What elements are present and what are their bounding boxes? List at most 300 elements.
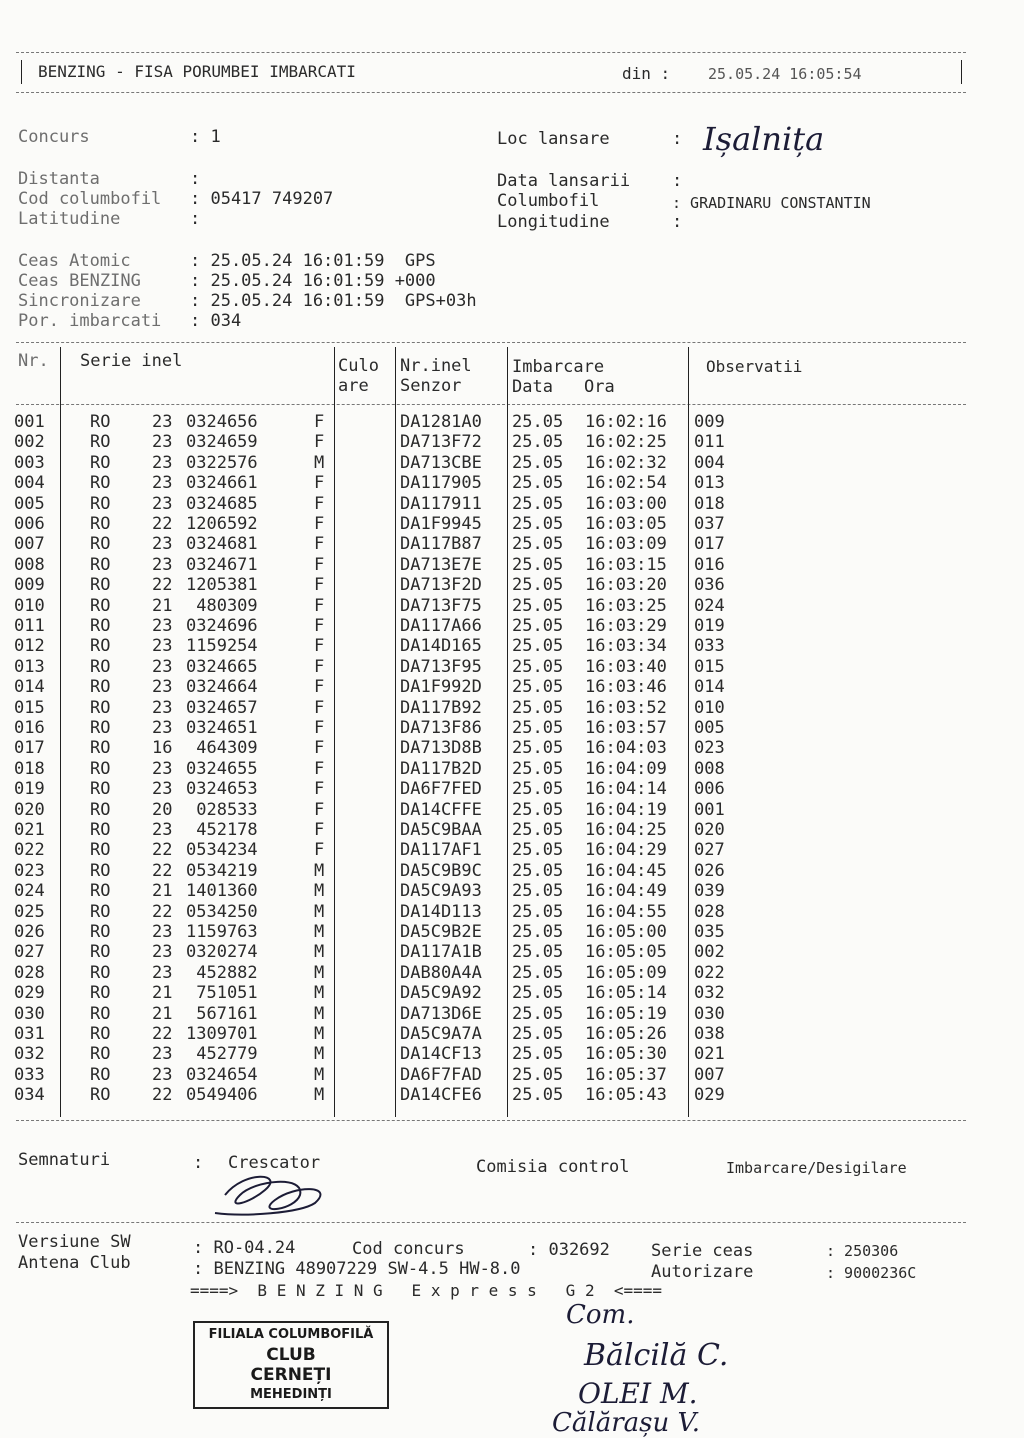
cell-observatii: 027 bbox=[694, 840, 725, 861]
cell-sex: F bbox=[314, 636, 325, 657]
table-row bbox=[0, 942, 1024, 962]
latitudine-value: : bbox=[190, 209, 201, 229]
cell-country: RO bbox=[90, 534, 111, 555]
col-header-serie-inel: Serie inel bbox=[80, 351, 183, 371]
cell-year: 23 bbox=[152, 779, 173, 800]
table-row bbox=[0, 534, 1024, 554]
table-row bbox=[0, 494, 1024, 514]
cell-observatii: 028 bbox=[694, 901, 725, 922]
cell-sensor: DA117A66 bbox=[400, 616, 482, 636]
cell-sensor: DA6F7FAD bbox=[400, 1064, 482, 1085]
autorizare-label: Autorizare bbox=[651, 1262, 754, 1282]
cell-sensor: DA14D165 bbox=[400, 636, 482, 657]
cell-observatii: 010 bbox=[694, 697, 725, 718]
table-row bbox=[0, 800, 1024, 820]
cell-sex: M bbox=[314, 1024, 325, 1044]
cell-ring: 0324654 bbox=[186, 1064, 258, 1085]
cell-country: RO bbox=[90, 942, 111, 963]
cell-observatii: 022 bbox=[694, 962, 725, 983]
distanta-value: : bbox=[190, 169, 201, 189]
cell-sex: M bbox=[314, 1064, 325, 1085]
cell-sensor: DA713F75 bbox=[400, 595, 482, 616]
cod-columbofil-label: Cod columbofil bbox=[18, 189, 162, 209]
cell-nr: 002 bbox=[14, 432, 45, 453]
cell-year: 22 bbox=[152, 1024, 173, 1044]
cell-observatii: 005 bbox=[694, 718, 725, 738]
cell-nr: 001 bbox=[14, 412, 45, 432]
table-row bbox=[0, 881, 1024, 901]
cell-country: RO bbox=[90, 493, 111, 514]
cell-sensor: DA117B87 bbox=[400, 534, 482, 555]
cell-sex: M bbox=[314, 983, 325, 1004]
cell-time: 16:04:55 bbox=[585, 901, 667, 922]
table-row bbox=[0, 657, 1024, 677]
cell-sensor: DA713D6E bbox=[400, 1003, 482, 1024]
cell-ring: 0534250 bbox=[186, 901, 258, 922]
cell-sex: F bbox=[314, 412, 325, 432]
table-row bbox=[0, 840, 1024, 860]
cell-date: 25.05 bbox=[512, 1064, 564, 1085]
columbofil-label: Columbofil bbox=[497, 191, 600, 211]
table-row bbox=[0, 820, 1024, 840]
cell-observatii: 033 bbox=[694, 636, 725, 657]
table-row bbox=[0, 596, 1024, 616]
cell-ring: 1205381 bbox=[186, 575, 258, 596]
cell-year: 21 bbox=[152, 595, 173, 616]
cell-sex: F bbox=[314, 595, 325, 616]
cell-observatii: 039 bbox=[694, 881, 725, 902]
cell-time: 16:02:25 bbox=[585, 432, 667, 453]
cell-nr: 015 bbox=[14, 697, 45, 718]
imbarcare-desigilare-label: Imbarcare/Desigilare bbox=[726, 1159, 907, 1177]
cell-ring: 0549406 bbox=[186, 1085, 258, 1106]
cell-observatii: 019 bbox=[694, 616, 725, 636]
cell-country: RO bbox=[90, 697, 111, 718]
cell-sensor: DA713CBE bbox=[400, 452, 482, 473]
cell-sex: M bbox=[314, 942, 325, 963]
cell-sex: F bbox=[314, 758, 325, 779]
cell-ring: 0324653 bbox=[186, 779, 258, 800]
table-row bbox=[0, 555, 1024, 575]
versiune-sw-value: : RO-04.24 bbox=[193, 1238, 296, 1258]
cell-country: RO bbox=[90, 983, 111, 1004]
cell-ring: 0320274 bbox=[186, 942, 258, 963]
stamp-line-2: CLUB bbox=[266, 1345, 316, 1365]
cell-date: 25.05 bbox=[512, 473, 564, 494]
cell-ring: 0324656 bbox=[186, 412, 258, 432]
cell-nr: 004 bbox=[14, 473, 45, 494]
col-header-imbarcare: Imbarcare bbox=[512, 357, 605, 377]
col-header-nr-inel: Nr.inel bbox=[400, 356, 472, 376]
loc-lansare-sep: : bbox=[672, 129, 683, 149]
cell-nr: 027 bbox=[14, 942, 45, 963]
cell-observatii: 026 bbox=[694, 860, 725, 881]
cod-columbofil-value: : 05417 749207 bbox=[190, 189, 334, 209]
cell-country: RO bbox=[90, 432, 111, 453]
cell-date: 25.05 bbox=[512, 820, 564, 840]
cell-time: 16:03:46 bbox=[585, 677, 667, 698]
table-row bbox=[0, 738, 1024, 758]
cell-ring: 1401360 bbox=[186, 881, 258, 902]
cell-observatii: 023 bbox=[694, 738, 725, 759]
table-row bbox=[0, 922, 1024, 942]
cell-sex: F bbox=[314, 473, 325, 494]
cell-country: RO bbox=[90, 718, 111, 738]
cell-year: 23 bbox=[152, 1064, 173, 1085]
cell-sex: F bbox=[314, 799, 325, 820]
cell-nr: 020 bbox=[14, 799, 45, 820]
cell-time: 16:03:15 bbox=[585, 554, 667, 575]
benzing-banner: ====> B E N Z I N G E x p r e s s G 2 <==== bbox=[190, 1281, 663, 1300]
cell-sex: F bbox=[314, 820, 325, 840]
cell-time: 16:05:09 bbox=[585, 962, 667, 983]
cell-observatii: 020 bbox=[694, 820, 725, 840]
cell-sex: F bbox=[314, 697, 325, 718]
cell-ring: 452779 bbox=[186, 1044, 258, 1065]
table-bottom-border bbox=[16, 1120, 966, 1121]
cell-year: 23 bbox=[152, 758, 173, 779]
cell-time: 16:04:49 bbox=[585, 881, 667, 902]
table-row bbox=[0, 963, 1024, 983]
cell-nr: 028 bbox=[14, 962, 45, 983]
cell-time: 16:05:14 bbox=[585, 983, 667, 1004]
cell-nr: 013 bbox=[14, 656, 45, 677]
ceas-atomic-value: : 25.05.24 16:01:59 GPS bbox=[190, 251, 436, 271]
cell-year: 23 bbox=[152, 697, 173, 718]
table-row bbox=[0, 575, 1024, 595]
cell-sex: M bbox=[314, 881, 325, 902]
cell-country: RO bbox=[90, 860, 111, 881]
header-right-bar bbox=[961, 60, 962, 84]
cell-date: 25.05 bbox=[512, 432, 564, 453]
table-row bbox=[0, 1065, 1024, 1085]
cell-nr: 010 bbox=[14, 595, 45, 616]
cell-country: RO bbox=[90, 799, 111, 820]
semnaturi-sep: : bbox=[193, 1153, 204, 1173]
cell-nr: 003 bbox=[14, 452, 45, 473]
cell-sex: F bbox=[314, 575, 325, 596]
cell-country: RO bbox=[90, 1044, 111, 1065]
cell-nr: 012 bbox=[14, 636, 45, 657]
cell-time: 16:04:29 bbox=[585, 840, 667, 861]
cell-time: 16:04:25 bbox=[585, 820, 667, 840]
cell-country: RO bbox=[90, 514, 111, 534]
cell-observatii: 018 bbox=[694, 493, 725, 514]
crescator-signature bbox=[205, 1165, 355, 1220]
cell-nr: 011 bbox=[14, 616, 45, 636]
versiune-sw-label: Versiune SW bbox=[18, 1232, 131, 1252]
cod-concurs-value: : 032692 bbox=[528, 1240, 610, 1260]
cell-sex: F bbox=[314, 616, 325, 636]
cell-time: 16:04:14 bbox=[585, 779, 667, 800]
cell-observatii: 035 bbox=[694, 922, 725, 942]
cell-ring: 464309 bbox=[186, 738, 258, 759]
cell-ring: 0324671 bbox=[186, 554, 258, 575]
cell-year: 23 bbox=[152, 452, 173, 473]
cell-year: 22 bbox=[152, 575, 173, 596]
table-row bbox=[0, 902, 1024, 922]
data-lansarii-label: Data lansarii bbox=[497, 171, 631, 191]
cell-sex: M bbox=[314, 1003, 325, 1024]
table-row bbox=[0, 1044, 1024, 1064]
table-row bbox=[0, 779, 1024, 799]
cell-year: 16 bbox=[152, 738, 173, 759]
cell-sex: F bbox=[314, 840, 325, 861]
loc-lansare-handwritten: Ișalnița bbox=[703, 120, 825, 158]
cell-time: 16:03:40 bbox=[585, 656, 667, 677]
cell-time: 16:03:20 bbox=[585, 575, 667, 596]
cell-country: RO bbox=[90, 412, 111, 432]
cell-ring: 0324661 bbox=[186, 473, 258, 494]
latitudine-label: Latitudine bbox=[18, 209, 121, 229]
table-row bbox=[0, 698, 1024, 718]
table-row bbox=[0, 412, 1024, 432]
col-header-nr: Nr. bbox=[18, 351, 49, 371]
cell-nr: 023 bbox=[14, 860, 45, 881]
col-header-senzor: Senzor bbox=[400, 376, 462, 396]
cell-country: RO bbox=[90, 962, 111, 983]
cell-year: 22 bbox=[152, 514, 173, 534]
cell-ring: 0324685 bbox=[186, 493, 258, 514]
cell-sensor: DA117B92 bbox=[400, 697, 482, 718]
cell-observatii: 014 bbox=[694, 677, 725, 698]
cell-date: 25.05 bbox=[512, 493, 564, 514]
cell-nr: 026 bbox=[14, 922, 45, 942]
cell-country: RO bbox=[90, 452, 111, 473]
sincronizare-label: Sincronizare bbox=[18, 291, 141, 311]
cell-date: 25.05 bbox=[512, 534, 564, 555]
por-imbarcati-label: Por. imbarcati bbox=[18, 311, 162, 331]
table-row bbox=[0, 983, 1024, 1003]
cell-observatii: 021 bbox=[694, 1044, 725, 1065]
cell-year: 23 bbox=[152, 534, 173, 555]
cell-sensor: DA117A1B bbox=[400, 942, 482, 963]
cell-country: RO bbox=[90, 1003, 111, 1024]
cell-sensor: DA5C9A7A bbox=[400, 1024, 482, 1044]
handwritten-comm: Com. bbox=[566, 1300, 635, 1330]
concurs-value: : 1 bbox=[190, 127, 221, 147]
header-left-bar bbox=[21, 60, 22, 84]
cell-country: RO bbox=[90, 636, 111, 657]
cell-date: 25.05 bbox=[512, 452, 564, 473]
handwritten-name-3: Călărașu V. bbox=[552, 1408, 700, 1438]
cell-sex: M bbox=[314, 1085, 325, 1106]
cell-ring: 1309701 bbox=[186, 1024, 258, 1044]
cell-year: 22 bbox=[152, 840, 173, 861]
stamp-line-1: FILIALA COLUMBOFILĂ bbox=[208, 1327, 374, 1342]
top-border bbox=[16, 52, 966, 53]
cell-observatii: 029 bbox=[694, 1085, 725, 1106]
table-row bbox=[0, 1004, 1024, 1024]
cell-date: 25.05 bbox=[512, 718, 564, 738]
cell-time: 16:05:43 bbox=[585, 1085, 667, 1106]
table-row bbox=[0, 616, 1024, 636]
cell-year: 23 bbox=[152, 962, 173, 983]
por-imbarcati-value: : 034 bbox=[190, 311, 242, 331]
cell-observatii: 024 bbox=[694, 595, 725, 616]
cell-nr: 033 bbox=[14, 1064, 45, 1085]
cell-time: 16:05:30 bbox=[585, 1044, 667, 1065]
cell-country: RO bbox=[90, 840, 111, 861]
cell-year: 22 bbox=[152, 1085, 173, 1106]
cell-sensor: DA713F72 bbox=[400, 432, 482, 453]
cell-time: 16:05:26 bbox=[585, 1024, 667, 1044]
cell-date: 25.05 bbox=[512, 656, 564, 677]
cell-time: 16:04:09 bbox=[585, 758, 667, 779]
cell-sensor: DA1281A0 bbox=[400, 412, 482, 432]
cell-sex: M bbox=[314, 922, 325, 942]
col-header-data: Data bbox=[512, 377, 553, 397]
cell-country: RO bbox=[90, 901, 111, 922]
table-row bbox=[0, 453, 1024, 473]
cell-year: 20 bbox=[152, 799, 173, 820]
cell-date: 25.05 bbox=[512, 595, 564, 616]
cell-nr: 007 bbox=[14, 534, 45, 555]
cell-year: 23 bbox=[152, 942, 173, 963]
table-row bbox=[0, 473, 1024, 493]
cell-sensor: DA713D8B bbox=[400, 738, 482, 759]
cell-nr: 029 bbox=[14, 983, 45, 1004]
cell-sensor: DA713E7E bbox=[400, 554, 482, 575]
table-row bbox=[0, 432, 1024, 452]
handwritten-name-2: OLEI M. bbox=[578, 1377, 698, 1410]
ceas-benzing-value: : 25.05.24 16:01:59 +000 bbox=[190, 271, 436, 291]
cell-country: RO bbox=[90, 922, 111, 942]
cell-country: RO bbox=[90, 575, 111, 596]
cell-sex: F bbox=[314, 718, 325, 738]
cell-year: 23 bbox=[152, 1044, 173, 1065]
loc-lansare-label: Loc lansare bbox=[497, 129, 610, 149]
cell-nr: 024 bbox=[14, 881, 45, 902]
distanta-label: Distanta bbox=[18, 169, 100, 189]
cell-ring: 0534234 bbox=[186, 840, 258, 861]
cell-time: 16:03:29 bbox=[585, 616, 667, 636]
cell-sex: F bbox=[314, 534, 325, 555]
header-bottom-border bbox=[16, 92, 966, 93]
cell-date: 25.05 bbox=[512, 1003, 564, 1024]
cell-time: 16:03:52 bbox=[585, 697, 667, 718]
cell-time: 16:03:25 bbox=[585, 595, 667, 616]
cell-date: 25.05 bbox=[512, 697, 564, 718]
cell-sex: M bbox=[314, 452, 325, 473]
cell-ring: 0324655 bbox=[186, 758, 258, 779]
ceas-atomic-label: Ceas Atomic bbox=[18, 251, 131, 271]
cell-country: RO bbox=[90, 881, 111, 902]
antena-club-value: : BENZING 48907229 SW-4.5 HW-8.0 bbox=[193, 1259, 521, 1279]
cell-ring: 0324681 bbox=[186, 534, 258, 555]
cell-date: 25.05 bbox=[512, 575, 564, 596]
cell-year: 23 bbox=[152, 922, 173, 942]
cell-sensor: DA117911 bbox=[400, 493, 482, 514]
cell-nr: 025 bbox=[14, 901, 45, 922]
cell-ring: 0324659 bbox=[186, 432, 258, 453]
col-header-observatii: Observatii bbox=[706, 357, 803, 376]
cell-ring: 0324665 bbox=[186, 656, 258, 677]
cell-sex: F bbox=[314, 677, 325, 698]
cell-observatii: 004 bbox=[694, 452, 725, 473]
cell-sensor: DA713F95 bbox=[400, 656, 482, 677]
cell-time: 16:05:19 bbox=[585, 1003, 667, 1024]
cell-country: RO bbox=[90, 677, 111, 698]
club-stamp bbox=[193, 1321, 389, 1409]
cell-time: 16:02:54 bbox=[585, 473, 667, 494]
cell-time: 16:04:19 bbox=[585, 799, 667, 820]
cell-ring: 0534219 bbox=[186, 860, 258, 881]
cell-year: 21 bbox=[152, 1003, 173, 1024]
cell-nr: 019 bbox=[14, 779, 45, 800]
stamp-line-3: CERNEȚI bbox=[250, 1365, 332, 1385]
cell-observatii: 006 bbox=[694, 779, 725, 800]
handwritten-name-1: Bălcilă C. bbox=[584, 1338, 729, 1373]
antena-club-label: Antena Club bbox=[18, 1253, 131, 1273]
cell-date: 25.05 bbox=[512, 881, 564, 902]
cell-nr: 032 bbox=[14, 1044, 45, 1065]
cell-country: RO bbox=[90, 779, 111, 800]
cell-sex: M bbox=[314, 901, 325, 922]
cell-country: RO bbox=[90, 595, 111, 616]
serie-ceas-label: Serie ceas bbox=[651, 1241, 754, 1261]
document-title: BENZING - FISA PORUMBEI IMBARCATI bbox=[38, 62, 356, 81]
cell-ring: 1206592 bbox=[186, 514, 258, 534]
col-header-culoare-2: are bbox=[338, 376, 369, 396]
cell-ring: 028533 bbox=[186, 799, 258, 820]
footer-top-border bbox=[16, 1222, 966, 1223]
cell-country: RO bbox=[90, 738, 111, 759]
cell-year: 22 bbox=[152, 901, 173, 922]
semnaturi-label: Semnaturi bbox=[18, 1150, 111, 1170]
cell-date: 25.05 bbox=[512, 983, 564, 1004]
cell-year: 23 bbox=[152, 493, 173, 514]
cell-country: RO bbox=[90, 616, 111, 636]
cell-sensor: DA14CF13 bbox=[400, 1044, 482, 1065]
cell-observatii: 016 bbox=[694, 554, 725, 575]
cell-time: 16:03:05 bbox=[585, 514, 667, 534]
cell-ring: 480309 bbox=[186, 595, 258, 616]
cell-sex: F bbox=[314, 779, 325, 800]
cell-date: 25.05 bbox=[512, 514, 564, 534]
cell-ring: 0324657 bbox=[186, 697, 258, 718]
cell-nr: 021 bbox=[14, 820, 45, 840]
cell-country: RO bbox=[90, 1064, 111, 1085]
cell-date: 25.05 bbox=[512, 962, 564, 983]
ceas-benzing-label: Ceas BENZING bbox=[18, 271, 141, 291]
cell-sex: M bbox=[314, 962, 325, 983]
comisia-control-label: Comisia control bbox=[476, 1157, 630, 1177]
cell-nr: 014 bbox=[14, 677, 45, 698]
table-row bbox=[0, 677, 1024, 697]
cell-date: 25.05 bbox=[512, 616, 564, 636]
cell-time: 16:03:09 bbox=[585, 534, 667, 555]
cell-time: 16:03:57 bbox=[585, 718, 667, 738]
cell-date: 25.05 bbox=[512, 1044, 564, 1065]
cell-ring: 1159763 bbox=[186, 922, 258, 942]
cell-observatii: 001 bbox=[694, 799, 725, 820]
cell-ring: 1159254 bbox=[186, 636, 258, 657]
din-value: 25.05.24 16:05:54 bbox=[708, 65, 862, 83]
cell-observatii: 002 bbox=[694, 942, 725, 963]
cell-ring: 0322576 bbox=[186, 452, 258, 473]
table-row bbox=[0, 514, 1024, 534]
table-top-border bbox=[16, 342, 966, 343]
cell-country: RO bbox=[90, 1024, 111, 1044]
autorizare-value: : 9000236C bbox=[826, 1264, 917, 1282]
cell-ring: 452882 bbox=[186, 962, 258, 983]
cell-date: 25.05 bbox=[512, 860, 564, 881]
stamp-line-4: MEHEDINȚI bbox=[250, 1387, 332, 1402]
cell-sensor: DA5C9B9C bbox=[400, 860, 482, 881]
cell-ring: 0324664 bbox=[186, 677, 258, 698]
cell-observatii: 032 bbox=[694, 983, 725, 1004]
